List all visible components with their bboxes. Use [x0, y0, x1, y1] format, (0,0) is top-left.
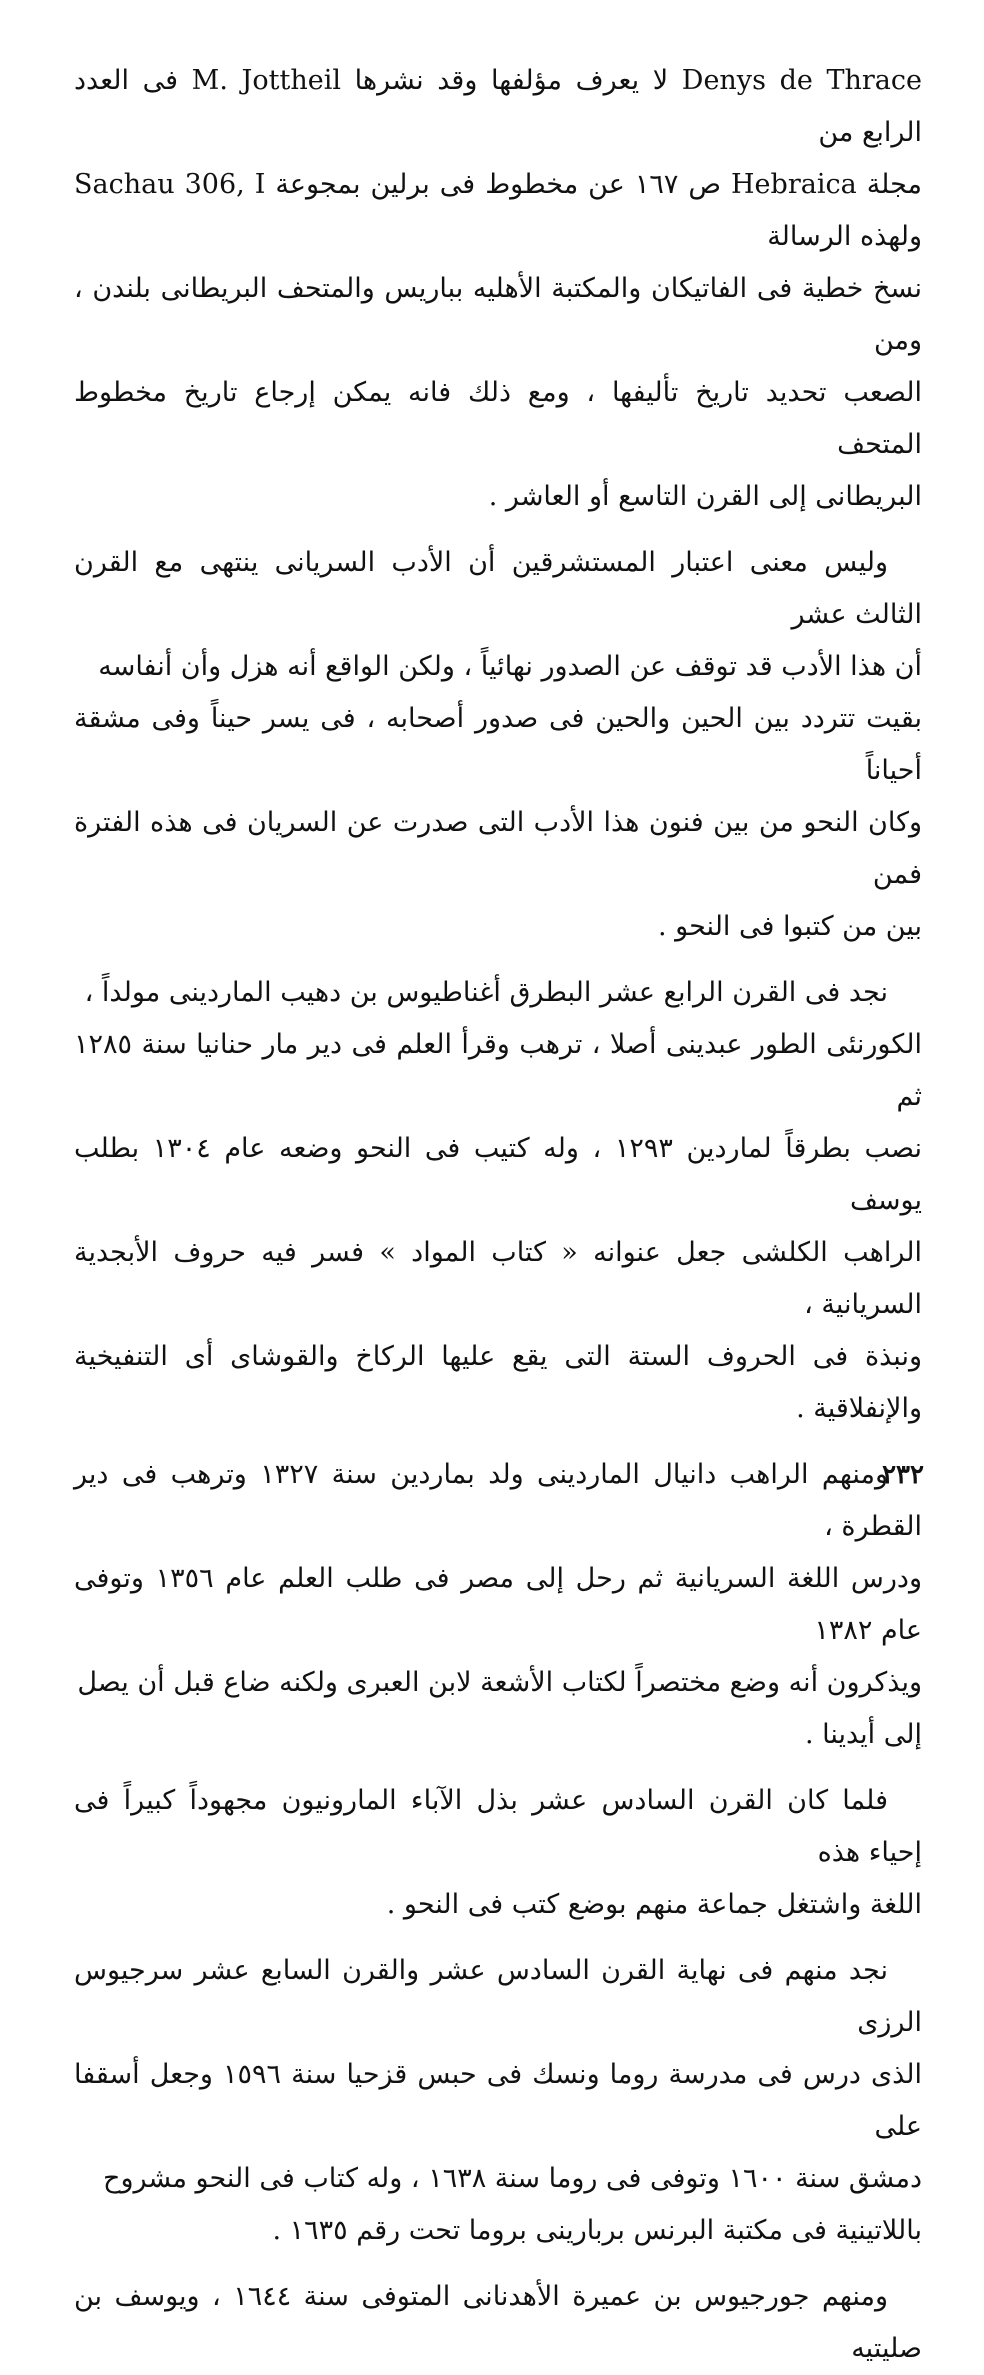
page-number: ٢٣٢: [882, 1460, 924, 1490]
paragraph-6: [74, 1945, 922, 2257]
line: البريطانى إلى القرن التاسع أو العاشر .: [488, 481, 922, 512]
paragraph-5: [74, 1775, 922, 1931]
line: مجلة Hebraica ص ١٦٧ عن مخطوط فى برلين بمجوعة Sachau 306, I ولهذه الرسالة: [74, 169, 922, 252]
line: بين من كتبوا فى النحو .: [658, 911, 922, 942]
line: نجد فى القرن الرابع عشر البطرق أغناطيوس بن دهيب الماردينى مولداً ،: [84, 977, 888, 1008]
line: وليس معنى اعتبار المستشرقين أن الأدب السريانى ينتهى مع القرن الثالث عشر: [74, 547, 922, 630]
line: الكورنئى الطور عبدينى أصلا ، ترهب وقرأ العلم فى دير مار حنانيا سنة ١٢٨٥ ثم: [74, 1029, 922, 1112]
paragraph-7: [74, 2271, 922, 2375]
line: ومنهم جورجيوس بن عميرة الأهدنانى المتوفى سنة ١٦٤٤ ، ويوسف بن صليتيه: [74, 2281, 922, 2364]
paragraph-4: [74, 1449, 922, 1761]
line: ويذكرون أنه وضع مختصراً لكتاب الأشعة لابن العبرى ولكنه ضاع قبل أن يصل: [77, 1667, 922, 1698]
line: Denys de Thrace لا يعرف مؤلفها وقد نشرها M. Jottheil فى العدد الرابع من: [74, 65, 922, 148]
line: نجد منهم فى نهاية القرن السادس عشر والقرن السابع عشر سرجيوس الرزى: [74, 1955, 922, 2038]
line: نسخ خطية فى الفاتيكان والمكتبة الأهليه بباريس والمتحف البريطانى بلندن ، ومن: [74, 273, 922, 356]
line: بقيت تتردد بين الحين والحين فى صدور أصحابه ، فى يسر حيناً وفى مشقة أحياناً: [74, 703, 922, 786]
line: الذى درس فى مدرسة روما ونسك فى حبس قزحيا سنة ١٥٩٦ وجعل أسقفا على: [74, 2059, 922, 2142]
body-text: [74, 55, 922, 2375]
paragraph-3: [74, 967, 922, 1435]
line: الراهب الكلشى جعل عنوانه « كتاب المواد » فسر فيه حروف الأبجدية السريانية ،: [74, 1237, 922, 1320]
line: باللاتينية فى مكتبة البرنس بربارينى بروما تحت رقم ١٦٣٥ .: [272, 2215, 922, 2246]
line: نصب بطرقاً لماردين ١٢٩٣ ، وله كتيب فى النحو وضعه عام ١٣٠٤ بطلب يوسف: [74, 1133, 922, 1216]
line: ومنهم الراهب دانيال الماردينى ولد بماردين سنة ١٣٢٧ وترهب فى دير القطرة ،: [74, 1459, 922, 1542]
line: أن هذا الأدب قد توقف عن الصدور نهائياً ، ولكن الواقع أنه هزل وأن أنفاسه: [98, 651, 922, 682]
line: فلما كان القرن السادس عشر بذل الآباء المارونيون مجهوداً كبيراً فى إحياء هذه: [74, 1785, 922, 1868]
line: دمشق سنة ١٦٠٠ وتوفى فى روما سنة ١٦٣٨ ، وله كتاب فى النحو مشروح: [103, 2163, 922, 2194]
paragraph-2: [74, 537, 922, 953]
line: الصعب تحديد تاريخ تأليفها ، ومع ذلك فانه يمكن إرجاع تاريخ مخطوط المتحف: [74, 377, 922, 460]
paragraph-1: [74, 55, 922, 523]
line: ونبذة فى الحروف الستة التى يقع عليها الركاخ والقوشاى أى التنفيخية والإنفلاقية .: [74, 1341, 922, 1424]
line: ودرس اللغة السريانية ثم رحل إلى مصر فى طلب العلم عام ١٣٥٦ وتوفى عام ١٣٨٢: [74, 1563, 922, 1646]
line: وكان النحو من بين فنون هذا الأدب التى صدرت عن السريان فى هذه الفترة فمن: [74, 807, 922, 890]
line: إلى أيدينا .: [804, 1719, 922, 1750]
line: اللغة واشتغل جماعة منهم بوضع كتب فى النحو .: [386, 1889, 922, 1920]
